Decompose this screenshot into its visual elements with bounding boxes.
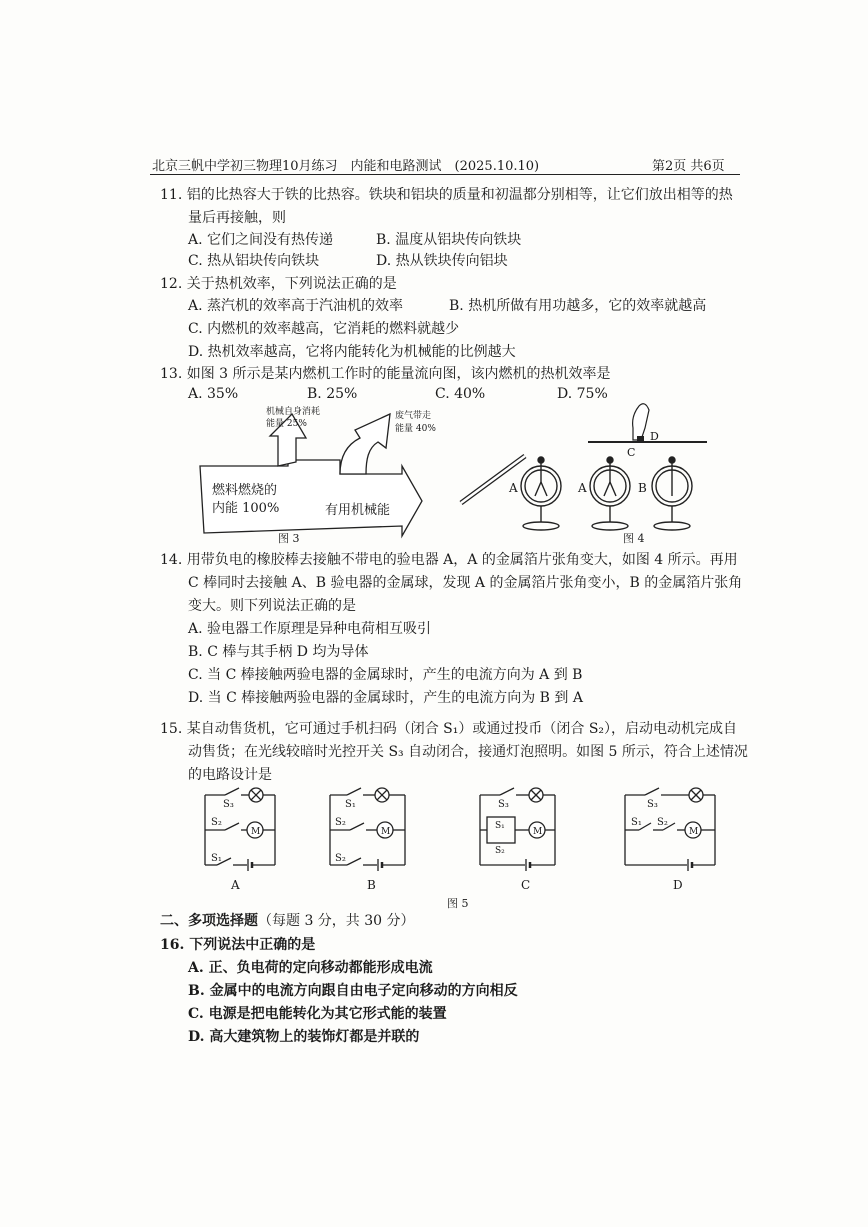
figure-4-electroscopes <box>455 398 715 548</box>
q11-option-a: A. 它们之间没有热传递 <box>188 232 334 248</box>
label-c: C <box>627 446 636 459</box>
q12-option-c: C. 内燃机的效率越高，它消耗的燃料就越少 <box>188 321 460 337</box>
exhaust-loss-arrow <box>340 414 390 474</box>
electroscope-a-left <box>521 457 561 530</box>
input-energy-label-2: 内能 100% <box>212 501 280 516</box>
q14-option-b: B. C 棒与其手柄 D 均为导体 <box>188 644 369 660</box>
q13-option-c: C. 40% <box>435 386 486 402</box>
circuit-c-motor-label: M <box>533 827 543 837</box>
figure-4-caption: 图 4 <box>623 532 645 545</box>
q14-option-d: D. 当 C 棒接触两验电器的金属球时，产生的电流方向为 B 到 A <box>188 690 583 706</box>
q13-option-a: A. 35% <box>188 386 239 402</box>
q14-stem-line3: 变大。则下列说法正确的是 <box>188 598 356 614</box>
mech-loss-label-2: 能量 25% <box>266 419 307 429</box>
exhaust-loss-label-2: 能量 40% <box>395 424 436 434</box>
circuit-c-s1: S₁ <box>495 821 505 831</box>
circuit-a-s3: S₃ <box>223 799 234 810</box>
q12-option-b: B. 热机所做有用功越多，它的效率就越高 <box>449 298 707 314</box>
q11-option-c: C. 热从铝块传向铁块 <box>188 253 320 269</box>
q16-option-a: A. 正、负电荷的定向移动都能形成电流 <box>188 960 433 976</box>
circuit-b-s2: S₂ <box>335 817 346 828</box>
label-d: D <box>650 430 659 443</box>
q14-option-c: C. 当 C 棒接触两验电器的金属球时，产生的电流方向为 A 到 B <box>188 667 583 683</box>
q14-option-a: A. 验电器工作原理是异种电荷相互吸引 <box>188 621 432 637</box>
circuit-b-label: B <box>367 878 376 892</box>
circuit-b-s2-lower: S₂ <box>335 853 346 864</box>
circuit-d-s3: S₃ <box>647 799 658 810</box>
section-2-note: （每题 3 分，共 30 分） <box>258 913 415 929</box>
q16-option-b: B. 金属中的电流方向跟自由电子定向移动的方向相反 <box>188 983 518 999</box>
hand-icon <box>633 404 649 440</box>
circuit-d-s1: S₁ <box>631 817 642 828</box>
handle-d <box>637 436 644 442</box>
q16-stem: 16. 下列说法中正确的是 <box>160 937 316 953</box>
q15-stem-line2: 动售货；在光线较暗时光控开关 S₃ 自动闭合，接通灯泡照明。如图 5 所示，符合上述情况 <box>188 744 748 760</box>
q11-option-d: D. 热从铁块传向铝块 <box>376 253 508 269</box>
q11-option-b: B. 温度从铝块传向铁块 <box>376 232 522 248</box>
figure-5-caption: 图 5 <box>447 897 469 910</box>
header-rule <box>150 174 740 175</box>
circuit-d-motor-label: M <box>689 827 699 837</box>
q13-option-d: D. 75% <box>557 386 608 402</box>
circuit-d-s2: S₂ <box>657 817 668 828</box>
label-electroscope-b: B <box>638 481 647 495</box>
circuit-a-s2: S₂ <box>211 817 222 828</box>
q12-stem: 12. 关于热机效率，下列说法正确的是 <box>160 276 397 292</box>
figure-3-caption: 图 3 <box>278 532 300 545</box>
q16-option-d: D. 高大建筑物上的装饰灯都是并联的 <box>188 1029 420 1045</box>
q14-stem-line1: 14. 用带负电的橡胶棒去接触不带电的验电器 A，A 的金属箔片张角变大，如图 4 所示。再用 <box>160 552 738 568</box>
circuit-d-label: D <box>673 878 683 892</box>
circuit-b-motor-label: M <box>381 827 391 837</box>
label-electroscope-a-1: A <box>509 481 518 495</box>
q13-option-b: B. 25% <box>307 386 358 402</box>
section-2-heading <box>160 910 415 930</box>
electroscope-b <box>652 457 692 530</box>
q14-stem-line2: C 棒同时去接触 A、B 验电器的金属球，发现 A 的金属箔片张角变小，B 的金属箔片张角 <box>188 575 743 591</box>
page-number: 第2页 共6页 <box>652 159 725 174</box>
figure-3-energy-flow <box>190 398 440 548</box>
circuit-b-s1: S₁ <box>345 799 356 810</box>
electroscope-a-middle <box>590 457 630 530</box>
q12-option-a: A. 蒸汽机的效率高于汽油机的效率 <box>188 298 404 314</box>
q13-stem: 13. 如图 3 所示是某内燃机工作时的能量流向图，该内燃机的热机效率是 <box>160 366 611 382</box>
section-2-title: 二、多项选择题 <box>160 913 258 929</box>
q15-stem-line3: 的电路设计是 <box>188 767 272 783</box>
useful-energy-label: 有用机械能 <box>325 503 391 518</box>
q15-stem-line1: 15. 某自动售货机，它可通过手机扫码（闭合 S₁）或通过投币（闭合 S₂），启动电动机完成自 <box>160 721 738 737</box>
circuit-a-label: A <box>231 878 240 892</box>
mech-loss-label-1: 机械自身消耗 <box>266 407 321 417</box>
q11-stem-line2: 量后再接触，则 <box>188 210 286 226</box>
circuit-c-label: C <box>521 878 531 892</box>
fuel-energy-arrow <box>200 460 422 536</box>
header-title: 北京三帆中学初三物理10月练习 内能和电路测试 (2025.10.10) <box>152 159 540 174</box>
q11-stem-line1: 11. 铝的比热容大于铁的比热容。铁块和铝块的质量和初温都分别相等，让它们放出相等的热 <box>160 187 733 203</box>
input-energy-label-1: 燃料燃烧的 <box>212 483 278 498</box>
circuit-c-s2: S₂ <box>495 846 505 856</box>
exhaust-loss-label-1: 废气带走 <box>395 411 432 421</box>
q16-option-c: C. 电源是把电能转化为其它形式能的装置 <box>188 1006 447 1022</box>
circuit-c-s3: S₃ <box>498 799 509 810</box>
q12-option-d: D. 热机效率越高，它将内能转化为机械能的比例越大 <box>188 344 516 360</box>
label-electroscope-a-2: A <box>578 481 587 495</box>
circuit-a-motor-label: M <box>251 827 261 837</box>
figure-5-circuits <box>195 785 735 910</box>
circuit-a-s1: S₁ <box>211 853 222 864</box>
